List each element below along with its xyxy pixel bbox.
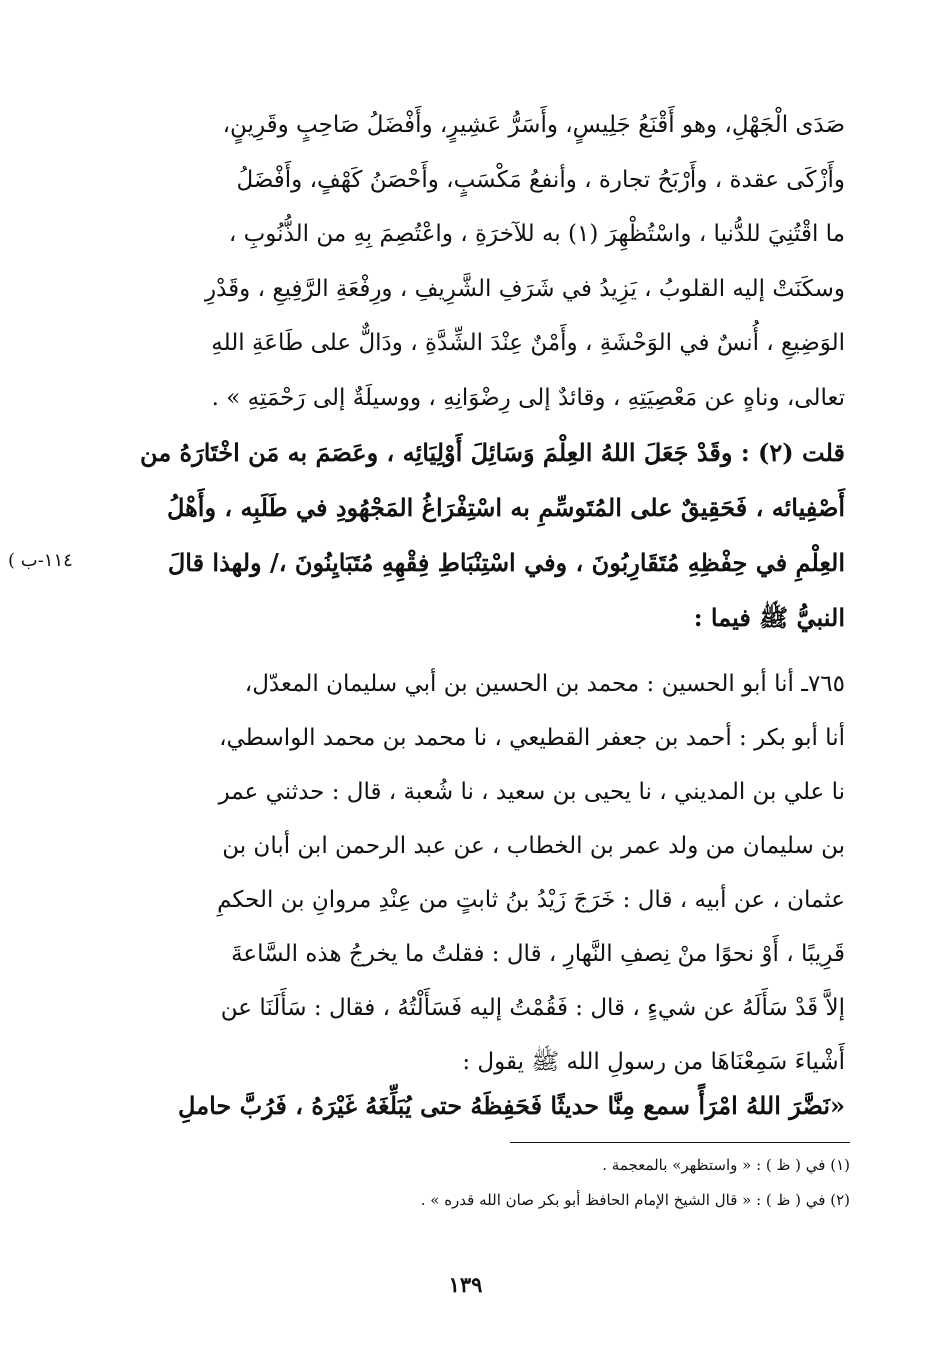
text-line: العِلْمِ في حِفْظِهِ مُتَقَارِبُونَ ، وفي اسْتِنْبَاطِ فِقْهِهِ مُتَبَايِنُونَ ،/ ولهذا قالَ <box>167 548 845 577</box>
text-line: الوَضِيعِ ، أُنسٌ في الوَحْشَةِ ، وأَمْنٌ عِنْدَ الشِّدَّةِ ، ودَالٌّ على طَاعَةِ اللهِ <box>211 330 845 356</box>
text-line: إلاَّ قَدْ سَأَلَهُ عن شيءٍ ، قال : فَقُمْتُ إليه فَسَأَلْتُهُ ، فقال : سَأَلَنَا عن <box>220 995 845 1021</box>
footnotes <box>300 1148 850 1218</box>
text-line: ما اقْتُنِيَ للدُّنيا ، واسْتُظْهِرَ (١) به للآخرَةِ ، واعْتُصِمَ بِهِ من الذُّنُوبِ ، <box>228 221 845 247</box>
text-line: وسكَنَتْ إليه القلوبُ ، يَزِيدُ في شَرَفِ الشَّرِيفِ ، ورِفْعَةِ الرَّفِيعِ ، وقَدْرِ <box>205 275 845 302</box>
text-line: قَرِيبًا ، أَوْ نحوًا منْ نِصفِ النَّهارِ ، قال : فقلتُ ما يخرجُ هذه السَّاعةَ <box>231 941 845 967</box>
text-line: أَصْفِيائه ، فَحَقِيقٌ على المُتَوسِّمِ به اسْتِفْرَاغُ المَجْهُودِ في طَلَبِه ، وأَهْلُ <box>166 493 845 522</box>
footnote-1: (١) في ( ظ ) : « واستظهر» بالمعجمة . <box>602 1156 850 1174</box>
manuscript-folio-note: ( ١١٤-ب <box>8 550 73 571</box>
text-line: نا علي بن المديني ، نا يحيى بن سعيد ، نا شُعبة ، قال : حدثني عمر <box>218 779 845 805</box>
main-text-paragraph-2 <box>115 425 845 645</box>
text-line: صَدَى الْجَهْلِ، وهو أَقْنَعُ جَلِيسٍ، وأَسَرُّ عَشِيرٍ، وأَفْضَلُ صَاحِبٍ وقَرِينٍ، <box>222 112 845 138</box>
text-line: قلت (٢) : وقَدْ جَعَلَ اللهُ العِلْمَ وَسَائِلَ أَوْلِيَائِه ، وعَصَمَ به مَن اخْتَارَهُ من <box>140 438 845 467</box>
page-number: ١٣٩ <box>448 1272 483 1297</box>
hadith-text-paragraph <box>115 1078 845 1134</box>
text-line: وأَزْكَى عقدة ، وأَرْبَحُ تجارة ، وأنفعُ مَكْسَبٍ، وأَحْصَنُ كَهْفٍ، وأَفْضَلُ <box>236 166 845 193</box>
main-text-paragraph-1 <box>115 98 845 425</box>
text-line: أَشْياءَ سَمِعْنَاهَا من رسولِ الله ﷺ يقول : <box>462 1049 845 1075</box>
text-line: بن سليمان من ولد عمر بن الخطاب ، عن عبد الرحمن ابن أبان بن <box>222 833 845 859</box>
footnote-2: (٢) في ( ظ ) : « قال الشيخ الإمام الحافظ أبو بكر صان الله قدره » . <box>420 1191 850 1209</box>
footnote-separator <box>510 1142 850 1143</box>
text-line: النبيُّ ﷺ فيما : <box>693 603 845 632</box>
text-line: تعالى، وناهٍ عن مَعْصِيَتِهِ ، وقائدٌ إلى رِضْوَانِهِ ، ووسيلَةٌ إلى رَحْمَتِهِ » . <box>211 384 845 411</box>
text-line: «نَضَّرَ اللهُ امْرَأً سمع مِنَّا حديثًا فَحَفِظَهُ حتى يُبَلِّغَهُ غَيْرَهُ ، فَرُبَّ حاملِ <box>178 1091 845 1120</box>
text-line: ٧٦٥ـ أنا أبو الحسين : محمد بن الحسين بن أبي سليمان المعدّل، <box>244 671 845 697</box>
text-line: أنا أبو بكر : أحمد بن جعفر القطيعي ، نا محمد بن محمد الواسطي، <box>219 725 845 751</box>
hadith-chain-paragraph <box>115 657 845 1089</box>
text-line: عثمان ، عن أبيه ، قال : خَرَجَ زَيْدُ بنُ ثابتٍ من عِنْدِ مروانِ بن الحكمِ <box>217 887 845 913</box>
